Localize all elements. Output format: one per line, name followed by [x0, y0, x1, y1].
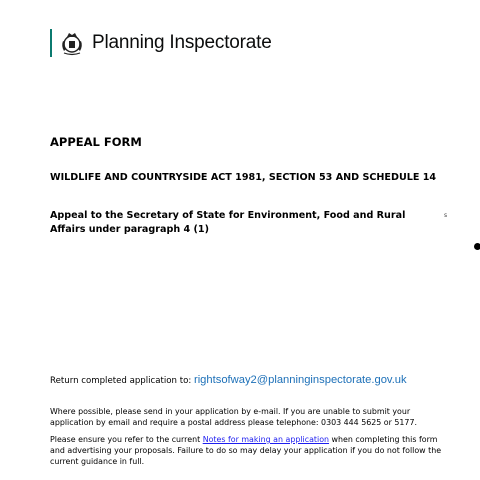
- act-heading: WILDLIFE AND COUNTRYSIDE ACT 1981, SECTION 53 AND SCHEDULE 14: [50, 172, 437, 183]
- return-instruction: [50, 374, 407, 386]
- email-link[interactable]: rightsofway2@planninginspectorate.gov.uk: [193, 374, 407, 386]
- logo-accent-bar: [50, 29, 52, 57]
- appeal-heading: Appeal to the Secretary of State for Environment, Food and Rural Affairs under paragraph 4 (1): [50, 210, 406, 235]
- stray-mark: s: [444, 212, 448, 219]
- return-label: Return completed application to:: [50, 376, 192, 386]
- page-title: APPEAL FORM: [50, 135, 142, 149]
- royal-crest-icon: [58, 29, 86, 57]
- email-instruction-paragraph: Where possible, please send in your application by e-mail. If you are unable to submit your application by email and require a postal address please telephone: 0303 444 5625 or 5177.: [50, 407, 417, 427]
- guidance-text-after: when completing this form and advertising your proposals. Failure to do so may delay your application if you do not follow the current guidance in full.: [50, 435, 442, 466]
- guidance-paragraph: [50, 435, 450, 467]
- guidance-text-before: Please ensure you refer to the current: [50, 435, 201, 444]
- notes-link[interactable]: Notes for making an application: [202, 435, 330, 444]
- logo-text: Planning Inspectorate: [92, 32, 272, 53]
- bullet-dot-icon: [474, 243, 480, 250]
- planning-inspectorate-logo: [50, 28, 272, 58]
